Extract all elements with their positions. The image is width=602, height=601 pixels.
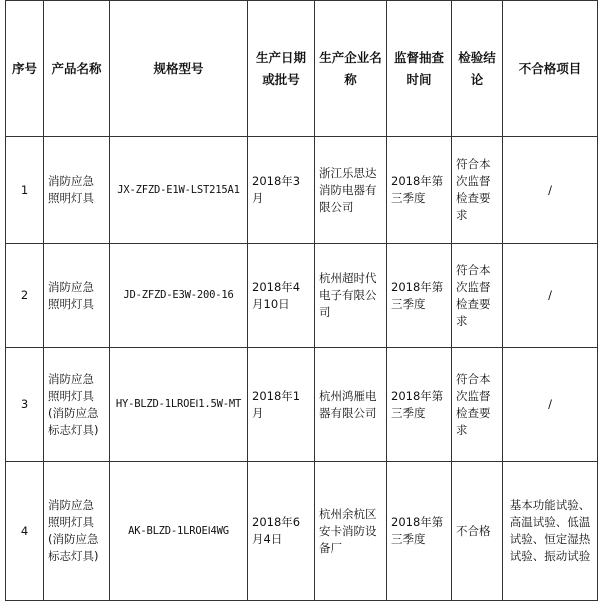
cell-maker: 浙江乐思达消防电器有限公司 — [315, 137, 387, 244]
cell-date: 2018年3月 — [248, 137, 315, 244]
cell-model: HY-BLZD-1LROEⅠ1.5W-MT — [110, 348, 248, 462]
header-maker: 生产企业名称 — [315, 1, 387, 137]
header-seq: 序号 — [6, 1, 44, 137]
cell-date: 2018年4月10日 — [248, 244, 315, 348]
header-row — [6, 1, 598, 137]
cell-date: 2018年1月 — [248, 348, 315, 462]
cell-maker: 杭州超时代电子有限公司 — [315, 244, 387, 348]
cell-product: 消防应急照明灯具(消防应急标志灯具) — [44, 462, 110, 601]
cell-period: 2018年第三季度 — [387, 462, 452, 601]
header-date: 生产日期或批号 — [248, 1, 315, 137]
cell-seq: 4 — [6, 462, 44, 601]
header-fail-items: 不合格项目 — [503, 1, 598, 137]
cell-model: AK-BLZD-1LROEⅠ4WG — [110, 462, 248, 601]
cell-model: JX-ZFZD-E1W-LST215A1 — [110, 137, 248, 244]
cell-fail-items: 基本功能试验、高温试验、低温试验、恒定湿热试验、振动试验 — [503, 462, 598, 601]
cell-seq: 2 — [6, 244, 44, 348]
cell-date: 2018年6月4日 — [248, 462, 315, 601]
header-product: 产品名称 — [44, 1, 110, 137]
table-row — [6, 348, 598, 462]
cell-fail-items: / — [503, 244, 598, 348]
cell-seq: 1 — [6, 137, 44, 244]
cell-period: 2018年第三季度 — [387, 244, 452, 348]
cell-fail-items: / — [503, 137, 598, 244]
cell-fail-items: / — [503, 348, 598, 462]
cell-model: JD-ZFZD-E3W-200-16 — [110, 244, 248, 348]
header-model: 规格型号 — [110, 1, 248, 137]
cell-product: 消防应急照明灯具 — [44, 137, 110, 244]
inspection-results-table — [5, 0, 598, 601]
cell-period: 2018年第三季度 — [387, 137, 452, 244]
header-period: 监督抽查时间 — [387, 1, 452, 137]
cell-maker: 杭州鸿雁电器有限公司 — [315, 348, 387, 462]
table-row — [6, 462, 598, 601]
cell-period: 2018年第三季度 — [387, 348, 452, 462]
cell-maker: 杭州余杭区安卡消防设备厂 — [315, 462, 387, 601]
table-row — [6, 244, 598, 348]
cell-result: 符合本次监督检查要求 — [452, 348, 503, 462]
table-row — [6, 137, 598, 244]
cell-result: 符合本次监督检查要求 — [452, 137, 503, 244]
cell-product: 消防应急照明灯具(消防应急标志灯具) — [44, 348, 110, 462]
cell-seq: 3 — [6, 348, 44, 462]
header-result: 检验结论 — [452, 1, 503, 137]
cell-result: 不合格 — [452, 462, 503, 601]
cell-product: 消防应急照明灯具 — [44, 244, 110, 348]
cell-result: 符合本次监督检查要求 — [452, 244, 503, 348]
